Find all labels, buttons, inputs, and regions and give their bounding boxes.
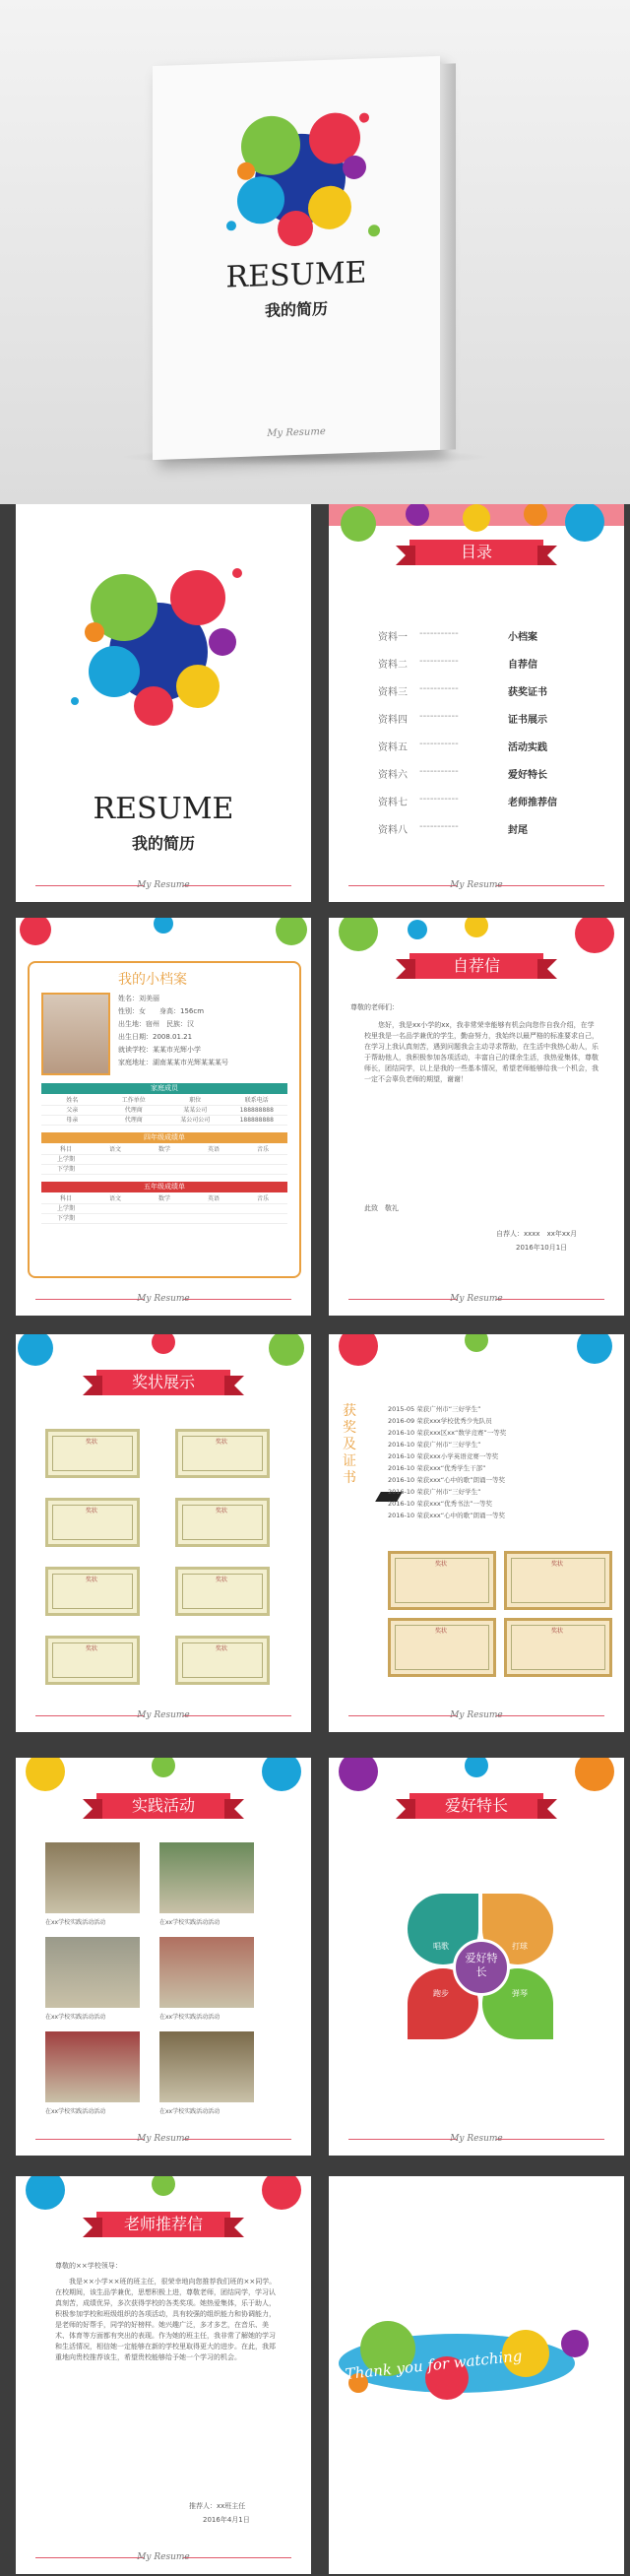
certificate-label: 奖状 — [85, 1645, 97, 1652]
certificate — [45, 1636, 140, 1685]
toc-row — [378, 628, 585, 644]
letter-sign: 自荐人：xxxx xx年xx月 — [496, 1230, 578, 1238]
practice-ribbon: 实践活动 — [96, 1793, 230, 1819]
page-footer: My Resume — [329, 1292, 624, 1306]
certificate: 奖状 — [504, 1551, 612, 1610]
table-cell: 下学期 — [56, 1215, 75, 1222]
activity-caption: 在xx学校实践活动活动 — [159, 2014, 220, 2021]
profile-field: 出生日期：2008.01.21 — [118, 1033, 193, 1041]
table-cell: 代理商 — [124, 1117, 143, 1124]
honors-list — [388, 1403, 604, 1521]
cover-page-splash — [16, 504, 311, 800]
table-cell: 音乐 — [256, 1146, 269, 1153]
toc-value: 获奖证书 — [508, 687, 547, 698]
table-cell: 数学 — [158, 1195, 170, 1202]
table-row — [41, 1214, 287, 1224]
activity-caption: 在xx学校实践活动活动 — [45, 1919, 106, 1926]
table-cell: 某公司公司 — [180, 1117, 211, 1124]
honor-item: 2016-10 荣获广州市“三好学生” — [388, 1441, 481, 1449]
table-cell: 英语 — [207, 1146, 220, 1153]
hobbies-ribbon: 爱好特长 — [410, 1793, 543, 1819]
letter-salutation: 尊敬的老师们： — [350, 1003, 399, 1011]
toc-label: 资料七 — [378, 798, 408, 808]
brochure-mockup — [153, 56, 440, 460]
toc-dashes: ----------- — [419, 711, 459, 722]
certificate — [175, 1636, 270, 1685]
grade5-table — [41, 1194, 287, 1224]
honor-item: 2016-10 荣获xxx“优秀书法”一等奖 — [388, 1500, 492, 1508]
page-teacher — [16, 2176, 311, 2574]
toc-dashes: ----------- — [419, 656, 459, 667]
toc-label: 资料三 — [378, 687, 408, 698]
table-header — [41, 1194, 287, 1204]
table-cell: 上学期 — [56, 1156, 75, 1163]
activity-photo — [159, 2031, 254, 2102]
toc-dashes: ----------- — [419, 821, 459, 832]
grade4-table — [41, 1145, 287, 1175]
certificate: 奖状 — [388, 1551, 496, 1610]
certificate-label: 奖状 — [215, 1577, 227, 1583]
table-cell: 科目 — [59, 1146, 72, 1153]
awards-ribbon: 奖状展示 — [96, 1370, 230, 1395]
table-cell: 父亲 — [66, 1107, 79, 1114]
table-cell: 语文 — [108, 1146, 121, 1153]
toc-row — [378, 711, 585, 727]
avatar — [41, 993, 110, 1075]
profile-field: 出生地：宿州 民族：汉 — [118, 1020, 194, 1028]
toc-value: 小档案 — [508, 632, 537, 643]
grade4-title: 四年级成绩单 — [41, 1132, 287, 1143]
toc-label: 资料六 — [378, 770, 408, 781]
page-ending — [329, 2176, 624, 2574]
toc-row — [378, 656, 585, 672]
toc-value: 封尾 — [508, 825, 528, 836]
toc-dashes: ----------- — [419, 739, 459, 749]
toc-dashes: ----------- — [419, 628, 459, 639]
honor-item: 2016-09 荣获xxx学校优秀少先队员 — [388, 1417, 492, 1425]
activity-photo — [45, 1937, 140, 2008]
table-cell: 188888888 — [239, 1117, 274, 1124]
certificate-label: 奖状 — [85, 1577, 97, 1583]
table-cell: 科目 — [59, 1195, 72, 1202]
table-cell: 姓名 — [66, 1097, 79, 1104]
toc-label: 资料二 — [378, 660, 408, 671]
toc-ribbon: 目录 — [410, 540, 543, 565]
toc-row — [378, 821, 585, 837]
profile-fields — [118, 993, 285, 1069]
table-row — [41, 1155, 287, 1165]
honor-item: 2016-10 荣获xxx“优秀学生干部” — [388, 1464, 486, 1472]
page-profile — [16, 918, 311, 1316]
toc-dashes: ----------- — [419, 766, 459, 777]
cover-subtitle: 我的简历 — [131, 834, 195, 853]
table-header — [41, 1145, 287, 1155]
table-cell: 代理商 — [124, 1107, 143, 1114]
teacher-body: 我是××小学××班的班主任，很荣幸地向您推荐我们班的××同学。在校期间，该生品学兼优，思想积极上进，尊敬老师，团结同学，学习认真刻苦，成绩优异，多次获得学校的各类奖项。她热爱集体，乐于助人，积极参加学校和班级组织的各项活动，具有较强的组织能力和协调能力，是老师的好帮手，同学的好榜样。她兴趣广泛，多才多艺，在音乐、美术、体育等方面都有突出的表现。作为她的班主任，我非常了解她的学习和生活情况，相信她一定能够在新的学校里取得更大的进步。在此，我郑重地向贵校推荐该生，希望贵校能够给予她一个学习的机会。 — [55, 2278, 277, 2361]
certificate-label: 奖状 — [215, 1645, 227, 1652]
table-cell: 母亲 — [66, 1117, 79, 1124]
profile-field: 就读学校：某某市光辉小学 — [118, 1046, 201, 1054]
page-footer: My Resume — [16, 2132, 311, 2146]
profile-heading: 我的小档案 — [118, 972, 187, 988]
activity-photo — [45, 1842, 140, 1913]
certificate — [175, 1567, 270, 1616]
toc-value: 老师推荐信 — [508, 798, 557, 808]
hobby-label: 弹琴 — [512, 1989, 528, 1998]
certificate: 奖状 — [388, 1618, 496, 1677]
certificate-label: 奖状 — [85, 1439, 97, 1446]
activity-photo — [159, 1842, 254, 1913]
profile-card — [28, 961, 301, 1278]
toc-label: 资料一 — [378, 632, 408, 643]
certificate — [45, 1498, 140, 1547]
toc-row — [378, 683, 585, 699]
page-footer: My Resume — [329, 1708, 624, 1722]
page-hobbies — [329, 1758, 624, 2156]
grade5-title: 五年级成绩单 — [41, 1182, 287, 1192]
activity-caption: 在xx学校实践活动活动 — [45, 2108, 106, 2115]
page-honors — [329, 1334, 624, 1732]
toc-row — [378, 739, 585, 754]
certificate: 奖状 — [504, 1618, 612, 1677]
letter-body: 您好，我是xx小学的xx，我非常荣幸能够有机会向您作自我介绍，在学校里我是一名品学兼优的学生，勤奋努力，我始终以最严格的标准要求自己，在学习上我认真刻苦，遇到问题我会主动寻求帮助，在生活中我热心助人，乐于帮助他人，我积极参加各项活动，丰富自己的课余生活，我热爱集体，尊敬师长，团结同学，以上是我的一些基本情况，希望老师能够给我一个机会，我一定不会辜负老师的期望，谢谢！ — [364, 1021, 598, 1083]
certificate-label: 奖状 — [215, 1508, 227, 1514]
toc-label: 资料八 — [378, 825, 408, 836]
toc-row — [378, 794, 585, 809]
page-practice — [16, 1758, 311, 2156]
table-cell: 某某公司 — [183, 1107, 208, 1114]
table-row — [41, 1165, 287, 1175]
toc-row — [378, 766, 585, 782]
honor-item: 2016-10 荣获xxx“心中的歌”朗诵一等奖 — [388, 1476, 505, 1484]
page-awards — [16, 1334, 311, 1732]
toc-value: 证书展示 — [508, 715, 547, 726]
honor-item: 2016-10 荣获xxx区xx“数学竞赛”一等奖 — [388, 1429, 507, 1437]
hobby-center — [453, 1939, 510, 1996]
mockup-area — [0, 0, 630, 504]
teacher-salutation: 尊敬的××学校领导： — [55, 2262, 122, 2270]
profile-field: 性别：女 身高：156cm — [118, 1007, 205, 1015]
letter-closing: 此致 敬礼 — [364, 1204, 399, 1212]
teacher-ribbon: 老师推荐信 — [96, 2212, 230, 2237]
brochure-script: My Resume — [267, 425, 326, 440]
table-row — [41, 1204, 287, 1214]
family-table — [41, 1096, 287, 1126]
brochure-subtitle: 我的简历 — [264, 298, 328, 321]
toc-value: 活动实践 — [508, 742, 547, 753]
table-cell: 职位 — [189, 1097, 202, 1104]
teacher-date: 2016年4月1日 — [203, 2516, 250, 2524]
table-cell: 语文 — [108, 1195, 121, 1202]
hobby-label: 打球 — [512, 1942, 528, 1951]
page-footer: My Resume — [329, 878, 624, 892]
page-footer: My Resume — [16, 1708, 311, 1722]
certificate-label: 奖状 — [85, 1508, 97, 1514]
hobby-label: 跑步 — [433, 1989, 449, 1998]
activity-photo — [159, 1937, 254, 2008]
hobby-label: 唱歌 — [433, 1942, 449, 1951]
table-cell: 下学期 — [56, 1166, 75, 1173]
activity-photo — [45, 2031, 140, 2102]
ending-text: Thank you for watching — [344, 2347, 524, 2384]
certificate — [45, 1567, 140, 1616]
certificate — [175, 1498, 270, 1547]
honor-item: 2015-05 荣获广州市“三好学生” — [388, 1405, 481, 1413]
profile-field: 姓名：刘美丽 — [118, 995, 159, 1002]
honors-heading: 获奖及证书 — [343, 1403, 356, 1486]
activity-caption: 在xx学校实践活动活动 — [45, 2014, 106, 2021]
page-toc — [329, 504, 624, 902]
cover-title: RESUME — [93, 792, 234, 826]
page-footer: My Resume — [329, 2132, 624, 2146]
page-cover — [16, 504, 311, 902]
certificate-label: 奖状 — [215, 1439, 227, 1446]
certificate — [175, 1429, 270, 1478]
table-cell: 数学 — [158, 1146, 170, 1153]
activity-caption: 在xx学校实践活动活动 — [159, 2108, 220, 2115]
table-cell: 工作单位 — [121, 1097, 146, 1104]
honor-item: 2016-10 荣获xxx小学英语竞赛一等奖 — [388, 1452, 499, 1460]
activity-caption: 在xx学校实践活动活动 — [159, 1919, 220, 1926]
page-footer: My Resume — [16, 1292, 311, 1306]
toc-label: 资料四 — [378, 715, 408, 726]
letter-ribbon: 自荐信 — [410, 953, 543, 979]
hobby-center-label: 爱好特长 — [465, 1952, 498, 1978]
teacher-sign: 推荐人：xx班主任 — [189, 2502, 246, 2510]
profile-field: 家庭地址：湖南某某市光辉某某某号 — [118, 1059, 228, 1066]
toc-label: 资料五 — [378, 742, 408, 753]
table-header — [41, 1096, 287, 1106]
table-cell: 上学期 — [56, 1205, 75, 1212]
brochure-title: RESUME — [225, 255, 367, 295]
page-letter — [329, 918, 624, 1316]
page-footer: My Resume — [16, 2550, 311, 2564]
toc-value: 爱好特长 — [508, 770, 547, 781]
table-cell: 英语 — [207, 1195, 220, 1202]
family-title: 家庭成员 — [41, 1083, 287, 1094]
brochure-fold — [440, 63, 456, 450]
page-footer: My Resume — [16, 878, 311, 892]
honor-item: 2016-10 荣获广州市“三好学生” — [388, 1488, 481, 1496]
toc-value: 自荐信 — [508, 660, 537, 671]
certificate — [45, 1429, 140, 1478]
toc-dashes: ----------- — [419, 794, 459, 805]
header-splash — [329, 1334, 624, 1411]
table-row — [41, 1116, 287, 1126]
table-cell: 联系电话 — [244, 1097, 269, 1104]
letter-date: 2016年10月1日 — [516, 1244, 568, 1252]
table-row — [41, 1106, 287, 1116]
table-cell: 188888888 — [239, 1107, 274, 1114]
table-cell: 音乐 — [256, 1195, 269, 1202]
toc-dashes: ----------- — [419, 683, 459, 694]
honor-item: 2016-10 荣获xxx“心中的歌”朗诵一等奖 — [388, 1512, 505, 1519]
